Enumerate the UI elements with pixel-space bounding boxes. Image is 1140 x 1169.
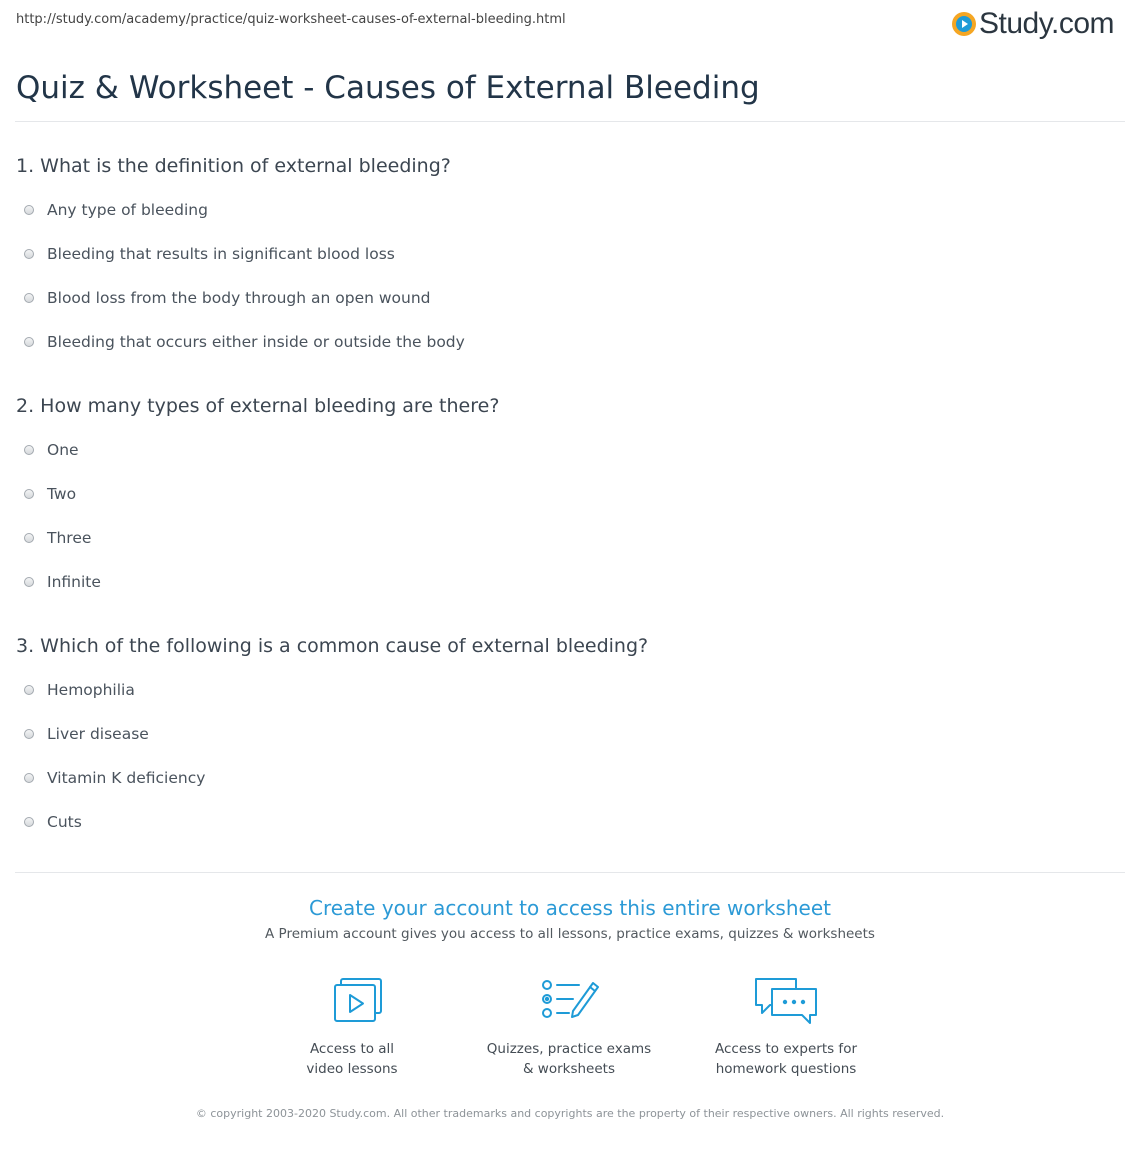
- question-1-option-3[interactable]: [24, 288, 431, 308]
- question-3-option-4[interactable]: [24, 812, 82, 832]
- feature-label: Access to all video lessons: [306, 1041, 398, 1077]
- question-1-title: 1. What is the definition of external bleeding?: [16, 155, 451, 177]
- radio-button[interactable]: [24, 729, 34, 739]
- play-circle-icon: [952, 12, 976, 36]
- radio-button[interactable]: [24, 249, 34, 259]
- feature-video-lessons: [257, 975, 447, 1079]
- question-1-option-4[interactable]: [24, 332, 465, 352]
- question-2-option-3[interactable]: [24, 528, 91, 548]
- question-2-option-4[interactable]: [24, 572, 101, 592]
- chat-bubbles-icon: [750, 975, 822, 1027]
- radio-button[interactable]: [24, 489, 34, 499]
- page-title: Quiz & Worksheet - Causes of External Bleeding: [16, 70, 760, 106]
- radio-button[interactable]: [24, 533, 34, 543]
- option-label: Bleeding that occurs either inside or outside the body: [47, 333, 465, 351]
- question-3-title: 3. Which of the following is a common cause of external bleeding?: [16, 635, 649, 657]
- question-1-option-1[interactable]: [24, 200, 208, 220]
- option-label: Bleeding that results in significant blood loss: [47, 245, 395, 263]
- question-3-option-1[interactable]: [24, 680, 135, 700]
- question-3-option-3[interactable]: [24, 768, 205, 788]
- question-2-title: 2. How many types of external bleeding are there?: [16, 395, 500, 417]
- option-label: Liver disease: [47, 725, 149, 743]
- study-logo[interactable]: [952, 6, 1114, 42]
- feature-label: Quizzes, practice exams & worksheets: [486, 1041, 652, 1077]
- top-bar: [0, 0, 1140, 44]
- quiz-checklist-icon: [533, 975, 605, 1027]
- radio-button[interactable]: [24, 293, 34, 303]
- question-3-option-2[interactable]: [24, 724, 149, 744]
- option-label: Infinite: [47, 573, 101, 591]
- option-label: Vitamin K deficiency: [47, 769, 206, 787]
- question-2-option-2[interactable]: [24, 484, 76, 504]
- create-account-link[interactable]: Create your account to access this entire worksheet: [309, 896, 831, 920]
- video-lessons-icon: [316, 975, 388, 1027]
- option-label: Two: [47, 485, 77, 503]
- cta-divider: [15, 872, 1125, 873]
- option-label: Hemophilia: [47, 681, 135, 699]
- feature-quizzes: [474, 975, 664, 1079]
- radio-button[interactable]: [24, 445, 34, 455]
- radio-button[interactable]: [24, 817, 34, 827]
- question-1-option-2[interactable]: [24, 244, 395, 264]
- copyright-text: © copyright 2003-2020 Study.com. All other trademarks and copyrights are the property of their respective owners. All rights reserved.: [195, 1107, 945, 1120]
- radio-button[interactable]: [24, 205, 34, 215]
- cta-subtitle: A Premium account gives you access to all lessons, practice exams, quizzes & worksheets: [265, 926, 875, 942]
- option-label: Three: [47, 529, 92, 547]
- feature-label: Access to experts for homework questions: [714, 1041, 857, 1077]
- feature-experts: [691, 975, 881, 1079]
- option-label: One: [47, 441, 79, 459]
- question-2-option-1[interactable]: [24, 440, 79, 460]
- title-divider: [15, 121, 1125, 122]
- logo-text: Study.com: [979, 7, 1114, 40]
- option-label: Blood loss from the body through an open wound: [47, 289, 431, 307]
- radio-button[interactable]: [24, 773, 34, 783]
- option-label: Cuts: [47, 813, 82, 831]
- page-url: http://study.com/academy/practice/quiz-worksheet-causes-of-external-bleeding.html: [16, 12, 566, 27]
- radio-button[interactable]: [24, 685, 34, 695]
- radio-button[interactable]: [24, 337, 34, 347]
- option-label: Any type of bleeding: [47, 201, 208, 219]
- radio-button[interactable]: [24, 577, 34, 587]
